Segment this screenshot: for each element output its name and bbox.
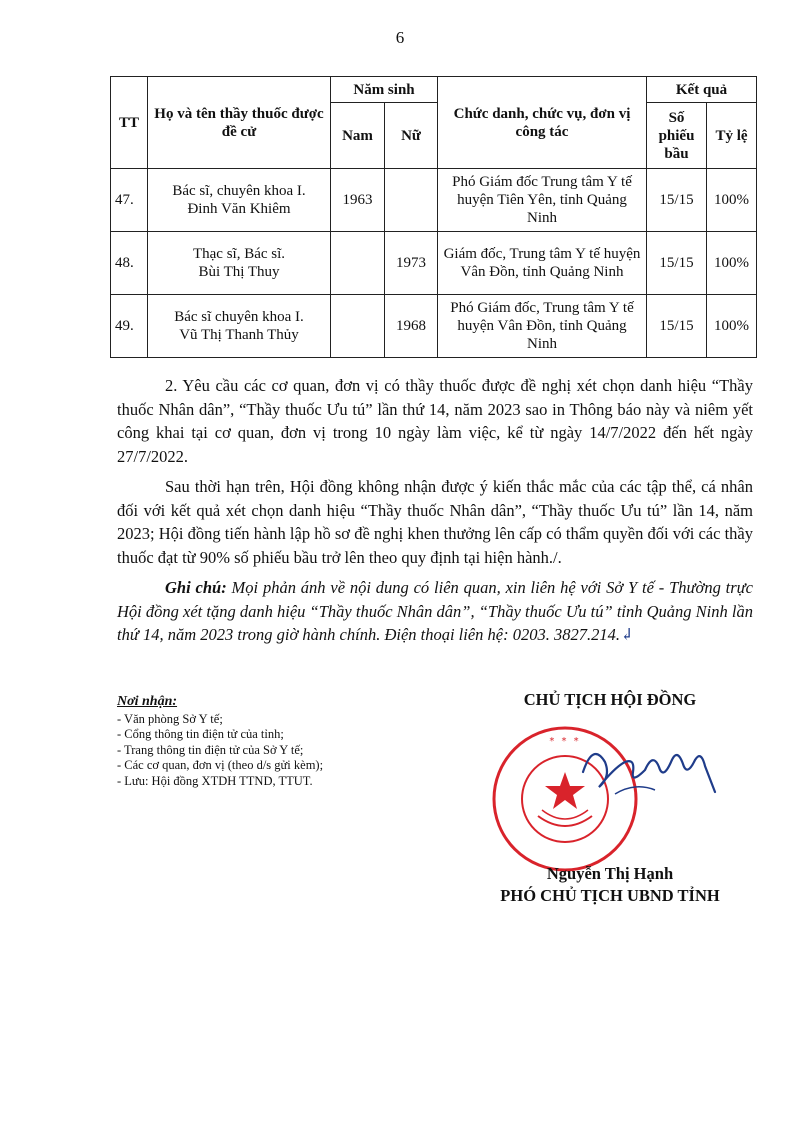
paragraph-publication-request: 2. Yêu cầu các cơ quan, đơn vị có thầy thuốc được đề nghị xét chọn danh hiệu “Thầy thuốc Nhân dân”, “Thầy thuốc Ưu tú” lần thứ 14, năm 2023 sao in Thông báo này và niêm yết công khai tại cơ quan, đơn vị trong 10 ngày làm việc, kể từ ngày 14/7/2022 đến hết ngày 27/7/2022.: [117, 376, 753, 466]
row-name-cell: [148, 295, 331, 358]
header-position: Chức danh, chức vụ, đơn vị công tác: [438, 77, 647, 169]
recipients-title: Nơi nhận:: [117, 694, 178, 709]
row-name-cell: [148, 232, 331, 295]
row-position: Phó Giám đốc Trung tâm Y tế huyện Tiên Yên, tỉnh Quảng Ninh: [438, 169, 647, 232]
note-paragraph: [117, 576, 753, 647]
row-tt: 47.: [111, 169, 148, 232]
row-position: Giám đốc, Trung tâm Y tế huyện Vân Đồn, tỉnh Quảng Ninh: [438, 232, 647, 295]
row-ratio: 100%: [707, 295, 757, 358]
row-name: Vũ Thị Thanh Thủy: [179, 327, 299, 343]
svg-text:* * *: * * *: [549, 736, 581, 747]
header-male: Nam: [331, 103, 385, 169]
table-row: [111, 232, 757, 295]
row-tt: 49.: [111, 295, 148, 358]
body-text: [117, 374, 753, 647]
header-tt: TT: [111, 77, 148, 169]
list-item: - Cổng thông tin điện tử của tỉnh;: [117, 727, 284, 742]
row-male-year: [331, 232, 385, 295]
signer-name: Nguyễn Thị Hạnh: [546, 864, 674, 883]
row-votes: 15/15: [647, 169, 707, 232]
header-name: Họ và tên thầy thuốc được đề cử: [148, 77, 331, 169]
row-name: Bùi Thị Thuy: [198, 264, 280, 280]
header-female: Nữ: [385, 103, 438, 169]
row-votes: 15/15: [647, 295, 707, 358]
row-title: Thạc sĩ, Bác sĩ.: [192, 246, 286, 262]
signature-title: CHỦ TỊCH HỘI ĐỒNG: [523, 690, 697, 709]
row-female-year: [385, 169, 438, 232]
header-ratio: Tỷ lệ: [707, 103, 757, 169]
header-result: Kết quả: [647, 77, 757, 103]
row-ratio: 100%: [707, 232, 757, 295]
list-item: - Các cơ quan, đơn vị (theo d/s gửi kèm);: [117, 758, 324, 773]
row-male-year: 1963: [331, 169, 385, 232]
list-item: - Lưu: Hội đồng XTDH TTND, TTUT.: [117, 773, 313, 788]
signer-position: PHÓ CHỦ TỊCH UBND TỈNH: [500, 886, 720, 905]
table-row: [111, 169, 757, 232]
header-votes: Số phiếu bầu: [647, 103, 707, 169]
list-item: - Văn phòng Sở Y tế;: [117, 711, 223, 726]
row-tt: 48.: [111, 232, 148, 295]
page-number: 6: [395, 28, 405, 47]
note-label: Ghi chú:: [165, 578, 227, 597]
note-text: Mọi phản ánh về nội dung có liên quan, xin liên hệ với Sở Y tế - Thường trực Hội đồng xét tặng danh hiệu “Thầy thuốc Nhân dân”, “Thầy thuốc Ưu tú” tỉnh Quảng Ninh lần thứ 14, năm 2023 trong giờ hành chính. Điện thoại liên hệ: 0203. 3827.214.: [117, 578, 753, 644]
row-name-cell: [148, 169, 331, 232]
signature-scribble-icon: [575, 732, 725, 812]
row-position: Phó Giám đốc, Trung tâm Y tế huyện Vân Đồn, tỉnh Quảng Ninh: [438, 295, 647, 358]
ink-mark-icon: ↲: [620, 625, 634, 644]
paragraph-deadline: Sau thời hạn trên, Hội đồng không nhận được ý kiến thắc mắc của các tập thể, cá nhân đối với kết quả xét chọn danh hiệu “Thầy thuốc Nhân dân”, “Thầy thuốc Ưu tú” lần 14, năm 2023; Hội đồng tiến hành lập hồ sơ đề nghị khen thưởng lên cấp có thẩm quyền đối với các thầy thuốc đạt từ 90% số phiếu bầu trở lên theo quy định tại hiện hành./.: [117, 477, 753, 567]
row-male-year: [331, 295, 385, 358]
row-votes: 15/15: [647, 232, 707, 295]
results-table: [110, 76, 757, 358]
table-header-row: [111, 77, 757, 103]
row-title: Bác sĩ chuyên khoa I.: [174, 309, 304, 325]
recipients-block: [117, 694, 447, 790]
row-female-year: 1973: [385, 232, 438, 295]
table-row: [111, 295, 757, 358]
list-item: - Trang thông tin điện tử của Sở Y tế;: [117, 742, 304, 757]
header-birth-year: Năm sinh: [331, 77, 438, 103]
row-name: Đinh Văn Khiêm: [187, 201, 291, 217]
recipients-list: [117, 712, 447, 790]
row-female-year: 1968: [385, 295, 438, 358]
row-ratio: 100%: [707, 169, 757, 232]
row-title: Bác sĩ, chuyên khoa I.: [172, 183, 306, 199]
